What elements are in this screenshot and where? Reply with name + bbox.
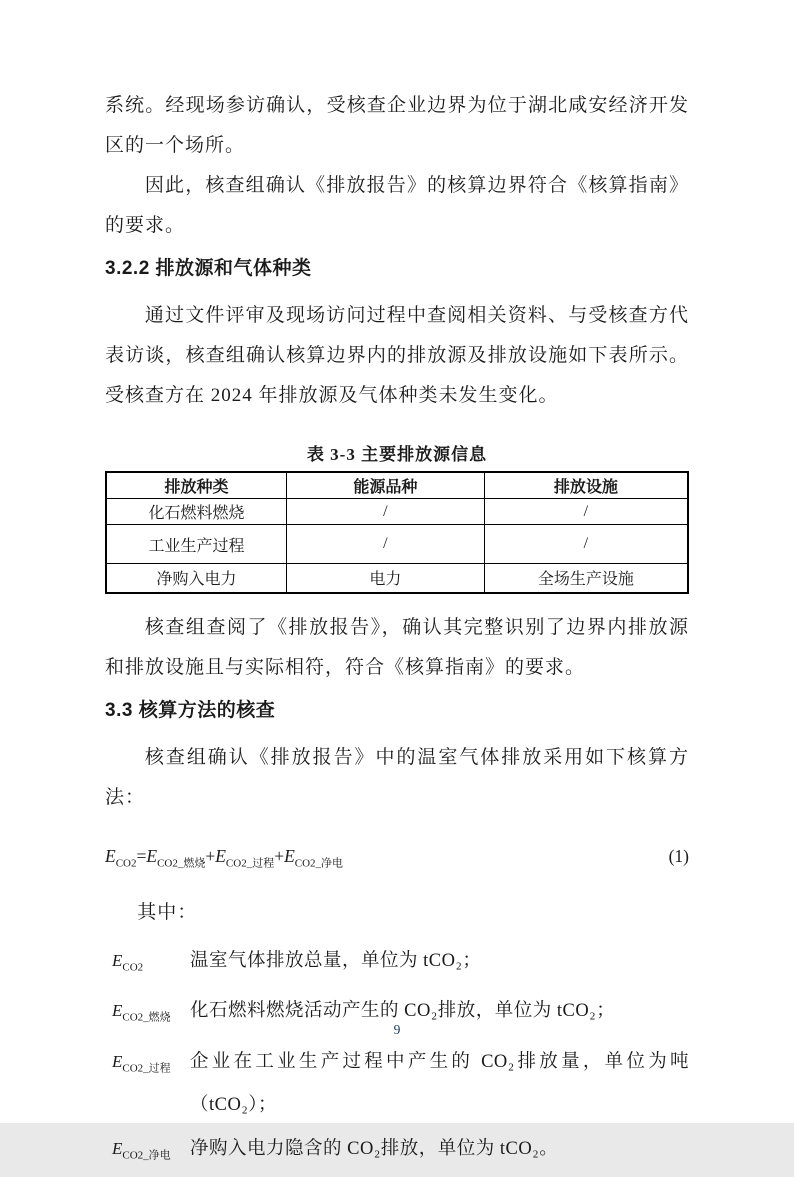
document-content <box>105 86 689 1177</box>
section-heading-3-3: 3.3 核算方法的核查 <box>105 699 276 721</box>
section-heading-3-2-2: 3.2.2 排放源和气体种类 <box>105 258 312 279</box>
formula-expression: $E_{CO2}=E_{CO2\_燃烧}+E_{CO2\_过程}+E_{CO2\_净电}$ <box>105 845 344 869</box>
table-cell: 电力 <box>286 564 484 593</box>
table-cell: 化石燃料燃烧 <box>106 499 286 525</box>
table-header-emission-type: 排放种类 <box>106 472 286 499</box>
table-header-row <box>106 472 688 499</box>
table-cell: / <box>286 499 484 525</box>
definition-description: 净购入电力隐含的 CO₂排放，单位为 tCO₂。 <box>190 1138 559 1159</box>
formula-1 <box>105 834 689 886</box>
page-number: 9 <box>393 1022 401 1037</box>
definition-row <box>112 939 689 989</box>
definition-term: $E_{CO2}$ <box>112 951 144 974</box>
table-cell: 工业生产过程 <box>106 525 286 564</box>
paragraph-emission-sources: 通过文件评审及现场访问过程中查阅相关资料、与受核查方代表访谈，核查组确认核算边界内的排放源及排放设施如下表所示。受核查方在 2024 年排放源及气体种类未发生变化。 <box>105 305 689 406</box>
table-cell: 全场生产设施 <box>484 564 688 593</box>
table-cell: / <box>484 499 688 525</box>
definition-row <box>112 1127 689 1177</box>
paragraph-boundary-continuation: 系统。经现场参访确认，受核查企业边界为位于湖北咸安经济开发区的一个场所。 <box>105 95 689 156</box>
definition-row <box>112 1040 689 1127</box>
definition-description: 化石燃料燃烧活动产生的 CO₂排放，单位为 tCO₂； <box>190 1001 616 1022</box>
definition-description: 企业在工业生产过程中产生的 CO₂排放量，单位为吨（tCO₂）； <box>190 1051 689 1115</box>
definition-term: $E_{CO2\_过程}$ <box>112 1051 171 1075</box>
paragraph-table-followup: 核查组查阅了《排放报告》，确认其完整识别了边界内排放源和排放设施且与实际相符，符合《核算指南》的要求。 <box>105 616 689 678</box>
where-label: 其中： <box>137 902 198 923</box>
table-row <box>106 499 688 525</box>
definition-list <box>105 939 689 1177</box>
definition-term: $E_{CO2\_燃烧}$ <box>112 1001 171 1024</box>
table-row <box>106 564 688 593</box>
definition-description: 温室气体排放总量，单位为 tCO₂； <box>190 951 482 971</box>
paragraph-method-intro: 核查组确认《排放报告》中的温室气体排放采用如下核算方法： <box>105 746 689 808</box>
paragraph-boundary-conclusion: 因此，核查组确认《排放报告》的核算边界符合《核算指南》的要求。 <box>105 175 689 236</box>
table-header-energy-type: 能源品种 <box>286 472 484 499</box>
emission-source-table <box>105 471 689 594</box>
table-cell: / <box>484 525 688 564</box>
table-row <box>106 525 688 564</box>
table-cell: / <box>286 525 484 564</box>
table-3-3-title: 表 3-3 主要排放源信息 <box>306 445 488 464</box>
table-cell: 净购入电力 <box>106 564 286 593</box>
definition-term: $E_{CO2\_净电}$ <box>112 1138 171 1162</box>
table-header-emission-facility: 排放设施 <box>484 472 688 499</box>
formula-number: (1) <box>668 845 689 866</box>
